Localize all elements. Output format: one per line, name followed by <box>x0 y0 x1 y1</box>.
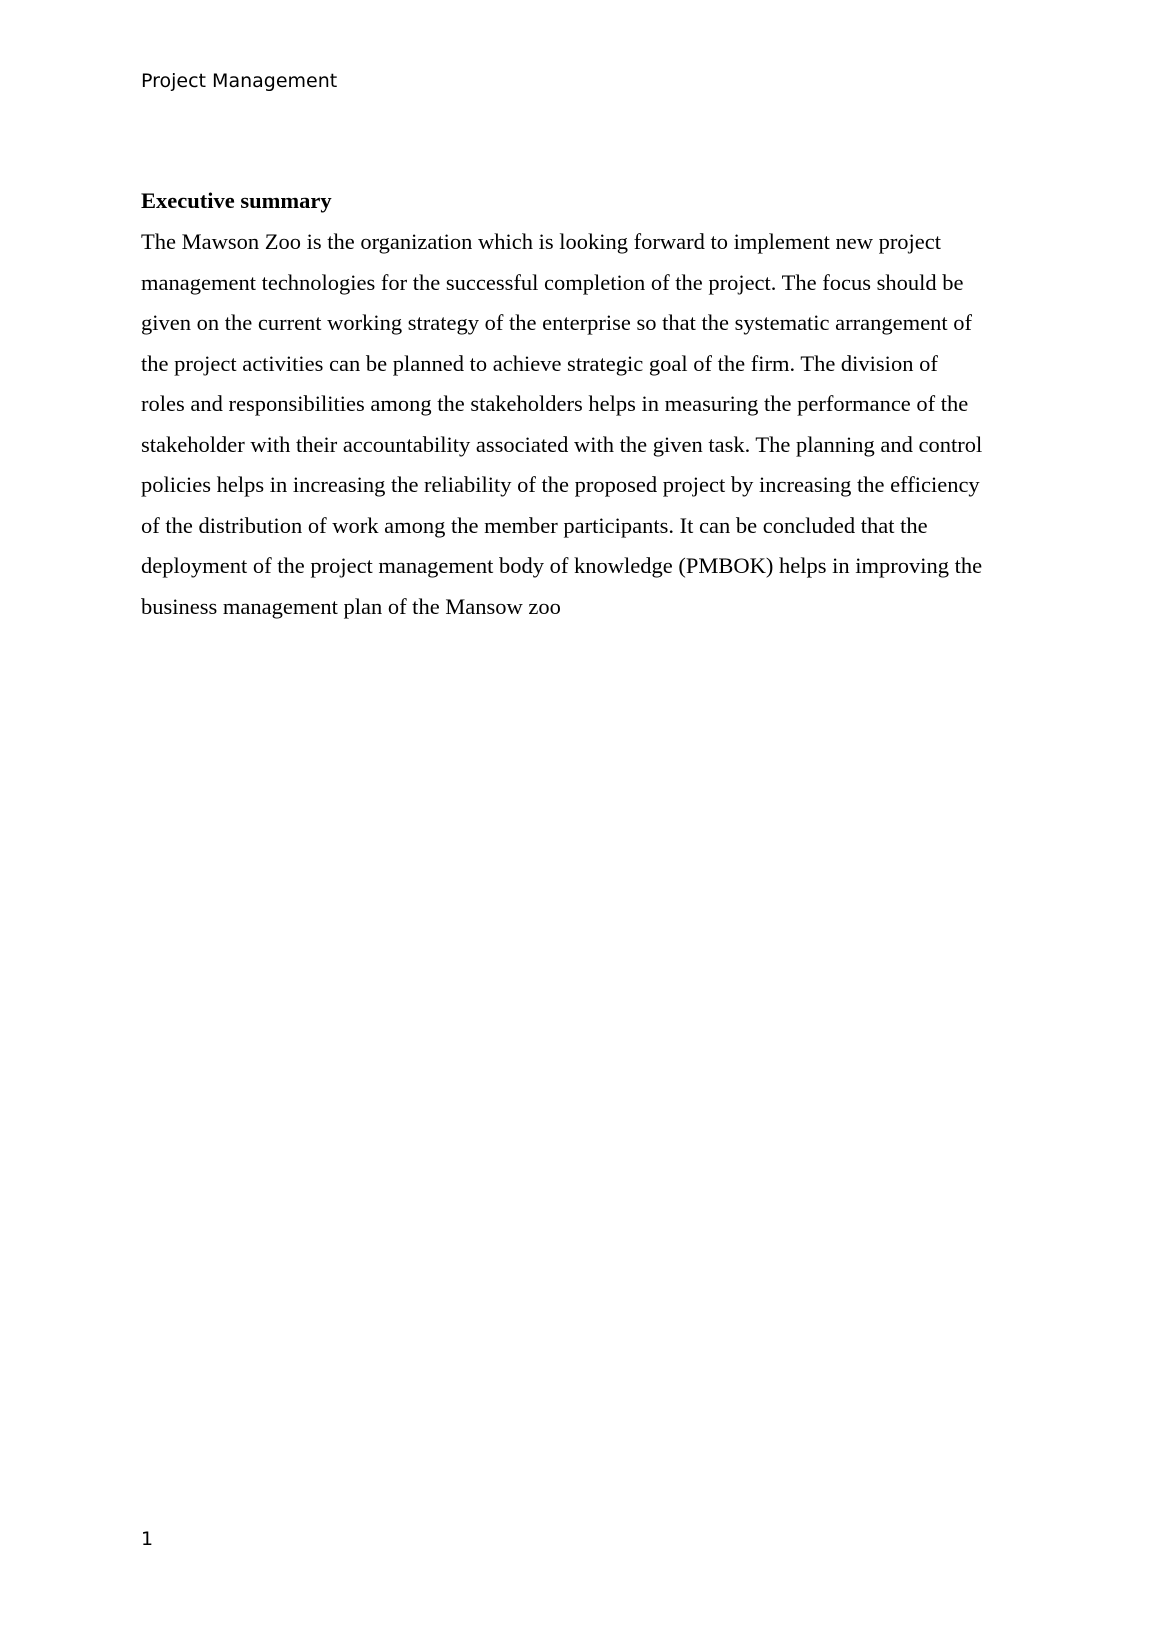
paragraph-line: roles and responsibilities among the stakeholders helps in measuring the performance of the <box>141 391 969 416</box>
paragraph-line: stakeholder with their accountability associated with the given task. The planning and control <box>141 431 983 457</box>
paragraph-line: The Mawson Zoo is the organization which is looking forward to implement new project <box>141 229 942 254</box>
paragraph-line: of the distribution of work among the member participants. It can be concluded that the <box>141 512 928 538</box>
page-header: Project Management <box>141 70 338 92</box>
executive-summary-paragraph <box>141 222 1041 627</box>
section-heading: Executive summary <box>141 188 332 213</box>
paragraph-line: deployment of the project management body of knowledge (PMBOK) helps in improving the <box>141 553 983 578</box>
paragraph-line: business management plan of the Mansow zoo <box>141 593 561 619</box>
page-number: 1 <box>141 1528 154 1550</box>
paragraph-line: policies helps in increasing the reliability of the proposed project by increasing the efficiency <box>141 472 980 497</box>
main-content <box>141 186 1041 627</box>
paragraph-line: given on the current working strategy of the enterprise so that the systematic arrangement of <box>141 310 972 335</box>
paragraph-line: management technologies for the successful completion of the project. The focus should be <box>141 269 964 295</box>
paragraph-line: the project activities can be planned to achieve strategic goal of the firm. The division of <box>141 350 938 376</box>
